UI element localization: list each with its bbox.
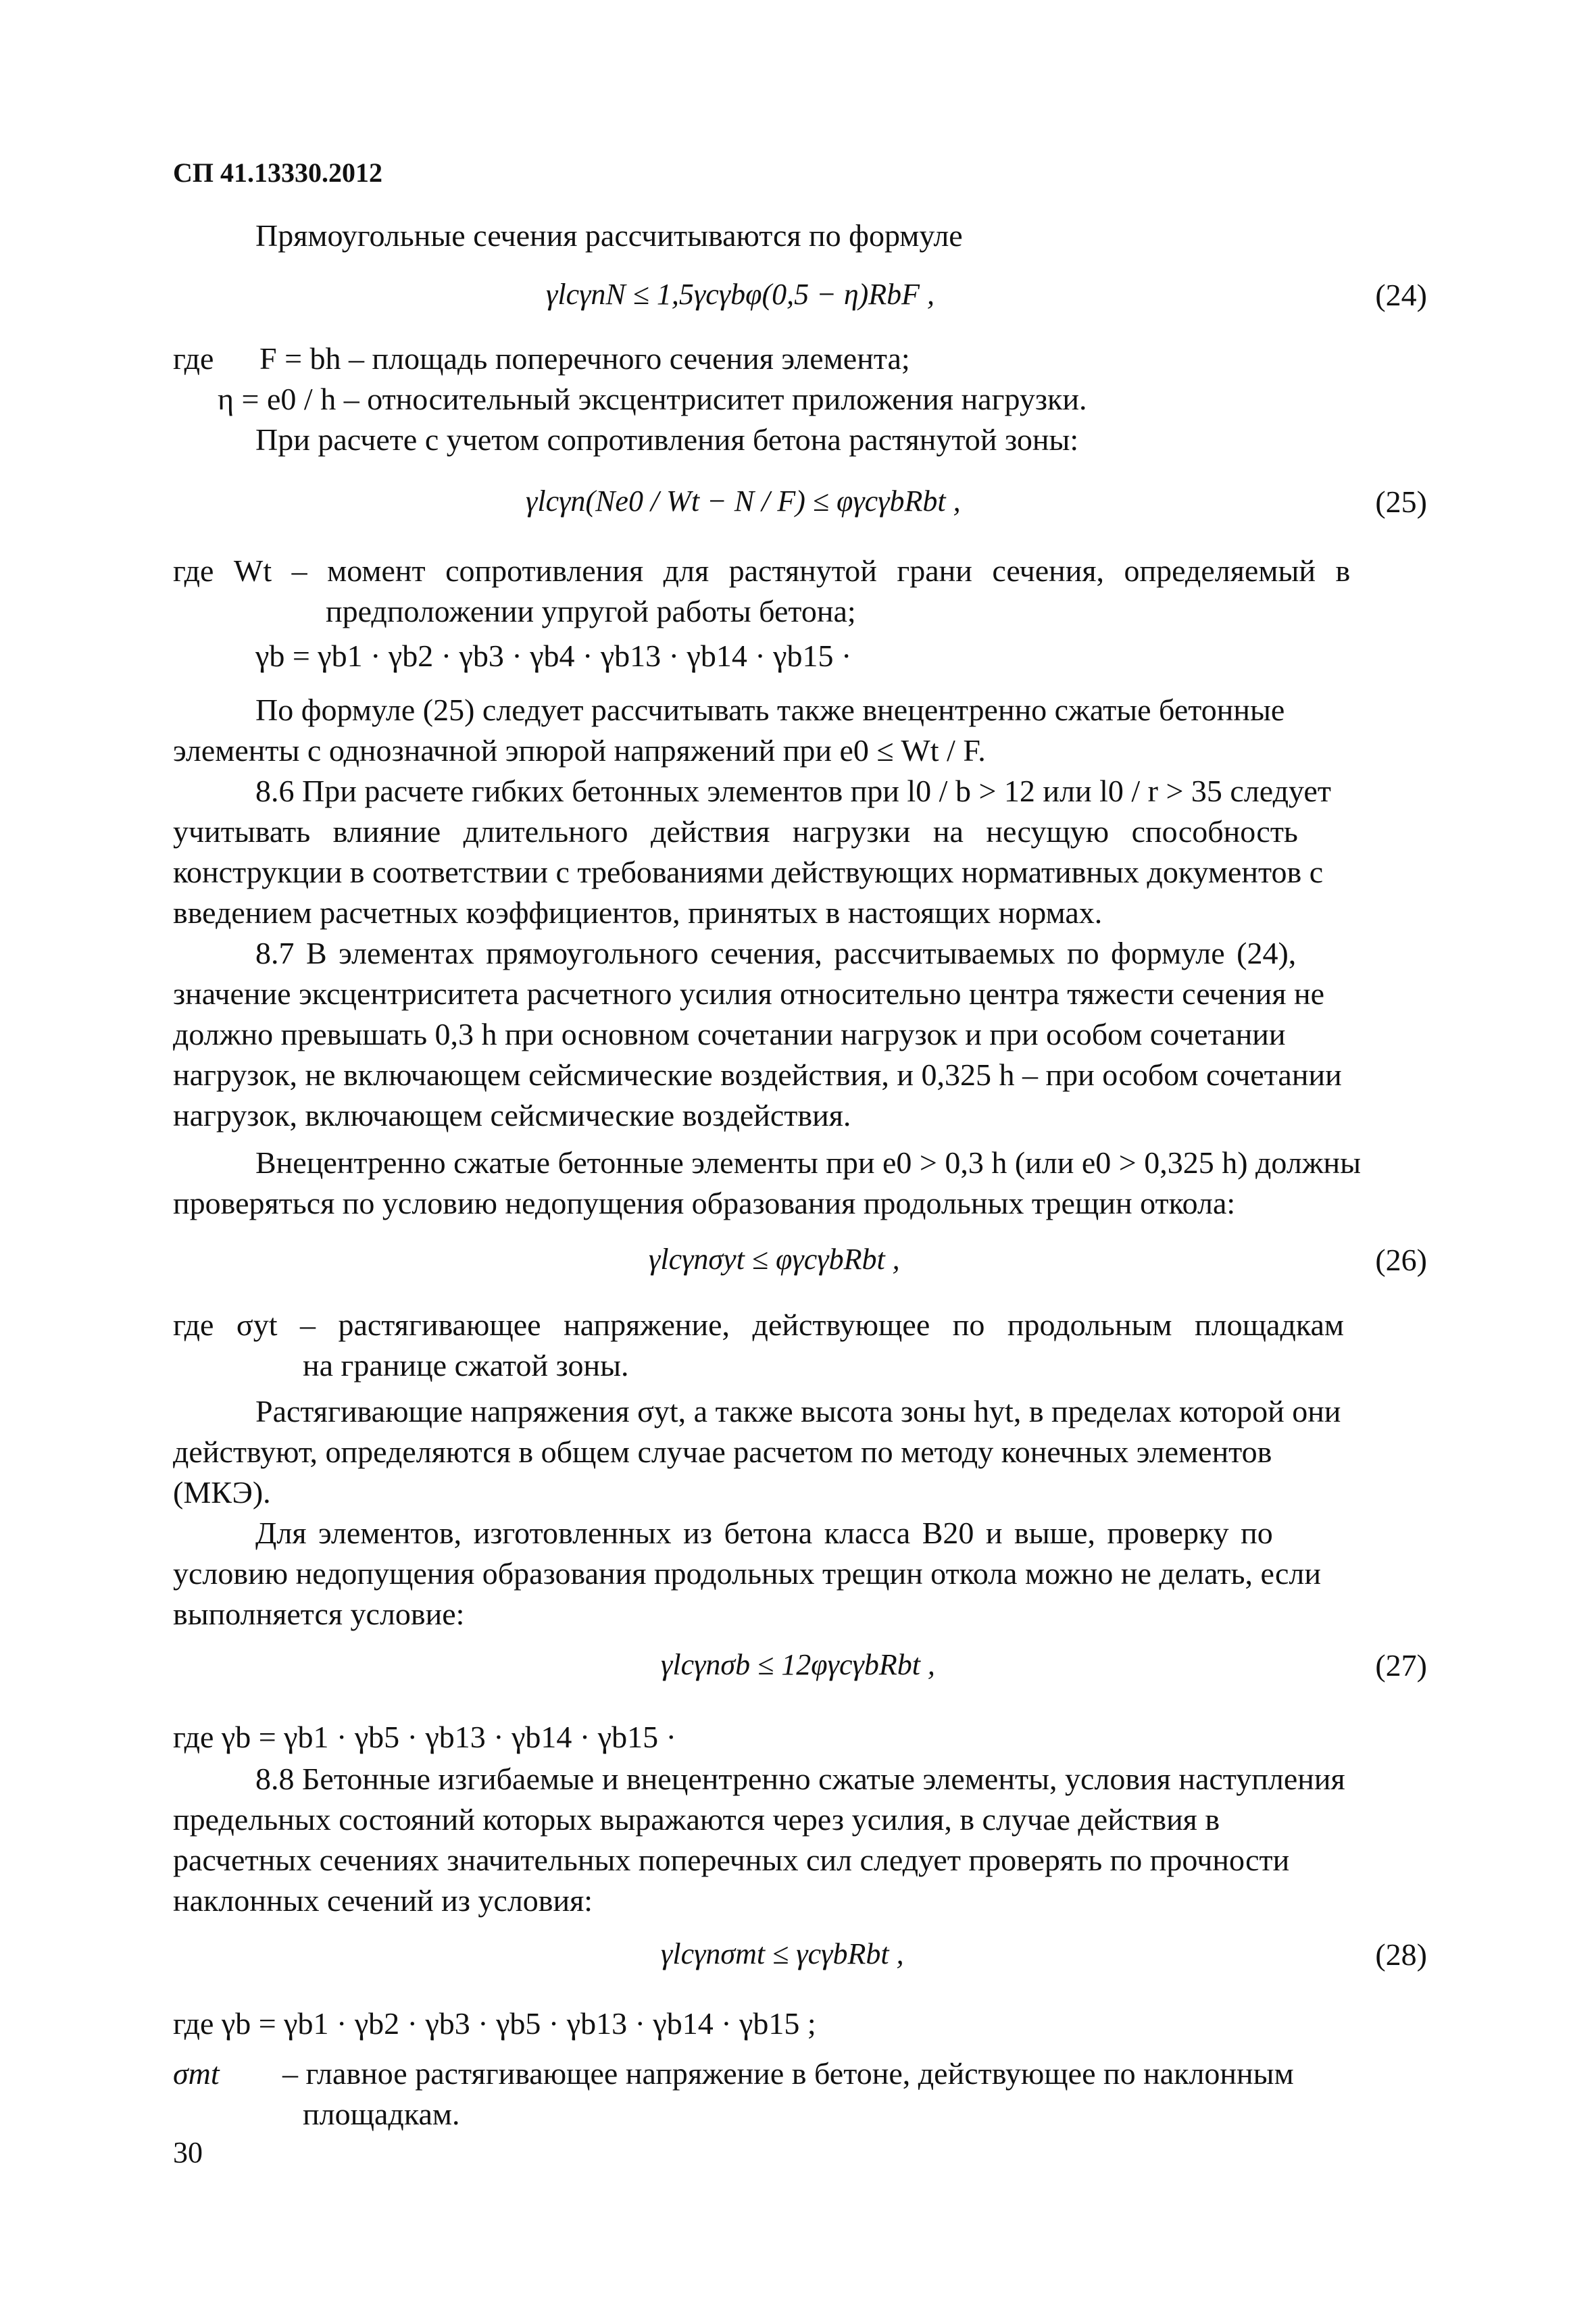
text-line: Для элементов, изготовленных из бетона класса В20 и выше, проверку по bbox=[255, 1516, 1273, 1550]
text-line: Внецентренно сжатые бетонные элементы при e0 > 0,3 h (или e0 > 0,325 h) должны bbox=[255, 1145, 1362, 1180]
equation-number: (26) bbox=[1375, 1243, 1427, 1277]
symbol-label: σmt bbox=[173, 2056, 220, 2091]
text-line: условию недопущения образования продольных трещин откола можно не делать, если bbox=[173, 1556, 1321, 1591]
text-line: По формуле (25) следует рассчитывать также внецентренно сжатые бетонные bbox=[255, 693, 1285, 727]
equation-number: (28) bbox=[1375, 1937, 1427, 1972]
text-line: – главное растягивающее напряжение в бетоне, действующее по наклонным bbox=[282, 2056, 1294, 2091]
text-line: введением расчетных коэффициентов, принятых в настоящих нормах. bbox=[173, 895, 1103, 930]
text-line: площадкам. bbox=[303, 2097, 460, 2131]
text-line: действуют, определяются в общем случае расчетом по методу конечных элементов bbox=[173, 1435, 1272, 1469]
equation-number: (27) bbox=[1375, 1648, 1427, 1683]
text-line: выполняется условие: bbox=[173, 1597, 465, 1631]
equation-number: (24) bbox=[1375, 278, 1427, 312]
text-line: элементы с однозначной эпюрой напряжений при e0 ≤ Wt / F. bbox=[173, 733, 986, 768]
formula-inline: γb = γb1 · γb2 · γb3 · γb4 · γb13 · γb14 · γb15 · bbox=[255, 639, 852, 673]
formula-inline: где γb = γb1 · γb2 · γb3 · γb5 · γb13 · γb14 · γb15 ; bbox=[173, 2006, 816, 2041]
text-line: 8.6 При расчете гибких бетонных элементов при l0 / b > 12 или l0 / r > 35 следует bbox=[255, 774, 1331, 808]
text-line: предельных состояний которых выражаются через усилия, в случае действия в bbox=[173, 1802, 1220, 1837]
text-line: наклонных сечений из условия: bbox=[173, 1883, 593, 1918]
text-line: 8.8 Бетонные изгибаемые и внецентренно сжатые элементы, условия наступления bbox=[255, 1762, 1345, 1796]
text-line: где bbox=[173, 341, 214, 376]
text-line: нагрузок, не включающем сейсмические воздействия, и 0,325 h – при особом сочетании bbox=[173, 1057, 1342, 1092]
text-line: на границе сжатой зоны. bbox=[303, 1348, 629, 1383]
text-line: значение эксцентриситета расчетного усилия относительно центра тяжести сечения не bbox=[173, 976, 1325, 1011]
text-line: (МКЭ). bbox=[173, 1475, 271, 1510]
text-line: учитывать влияние длительного действия нагрузки на несущую способность bbox=[173, 814, 1298, 849]
document-header: СП 41.13330.2012 bbox=[173, 157, 382, 188]
formula-27: γlcγnσb ≤ 12φγcγbRbt , bbox=[661, 1648, 935, 1681]
formula-25: γlcγn(Ne0 / Wt − N / F) ≤ φγcγbRbt , bbox=[526, 484, 961, 518]
page-number: 30 bbox=[173, 2136, 203, 2169]
formula-inline: где γb = γb1 · γb5 · γb13 · γb14 · γb15 · bbox=[173, 1720, 676, 1754]
text-line: При расчете с учетом сопротивления бетона растянутой зоны: bbox=[255, 422, 1079, 457]
text-line: Прямоугольные сечения рассчитываются по формуле bbox=[255, 218, 963, 253]
equation-number: (25) bbox=[1375, 484, 1427, 519]
text-line: проверяться по условию недопущения образования продольных трещин откола: bbox=[173, 1186, 1236, 1220]
text-line: нагрузок, включающем сейсмические воздействия. bbox=[173, 1098, 851, 1132]
formula-28: γlcγnσmt ≤ γcγbRbt , bbox=[661, 1937, 904, 1970]
text-line: должно превышать 0,3 h при основном сочетании нагрузок и при особом сочетании bbox=[173, 1017, 1286, 1051]
formula-26: γlcγnσyt ≤ φγcγbRbt , bbox=[649, 1243, 900, 1276]
text-line: где σyt – растягивающее напряжение, действующее по продольным площадкам bbox=[173, 1308, 1345, 1342]
text-line: расчетных сечениях значительных поперечных сил следует проверять по прочности bbox=[173, 1843, 1290, 1877]
text-line: 8.7 В элементах прямоугольного сечения, рассчитываемых по формуле (24), bbox=[255, 936, 1297, 970]
text-line: F = bh – площадь поперечного сечения элемента; bbox=[259, 341, 910, 376]
text-line: η = e0 / h – относительный эксцентриситет приложения нагрузки. bbox=[218, 382, 1087, 416]
text-line: где Wt – момент сопротивления для растянутой грани сечения, определяемый в bbox=[173, 553, 1351, 588]
text-line: Растягивающие напряжения σyt, а также высота зоны hyt, в пределах которой они bbox=[255, 1394, 1341, 1428]
text-line: конструкции в соответствии с требованиями действующих нормативных документов с bbox=[173, 855, 1324, 889]
formula-24: γlcγnN ≤ 1,5γcγbφ(0,5 − η)RbF , bbox=[546, 278, 935, 311]
text-line: предположении упругой работы бетона; bbox=[326, 594, 856, 628]
